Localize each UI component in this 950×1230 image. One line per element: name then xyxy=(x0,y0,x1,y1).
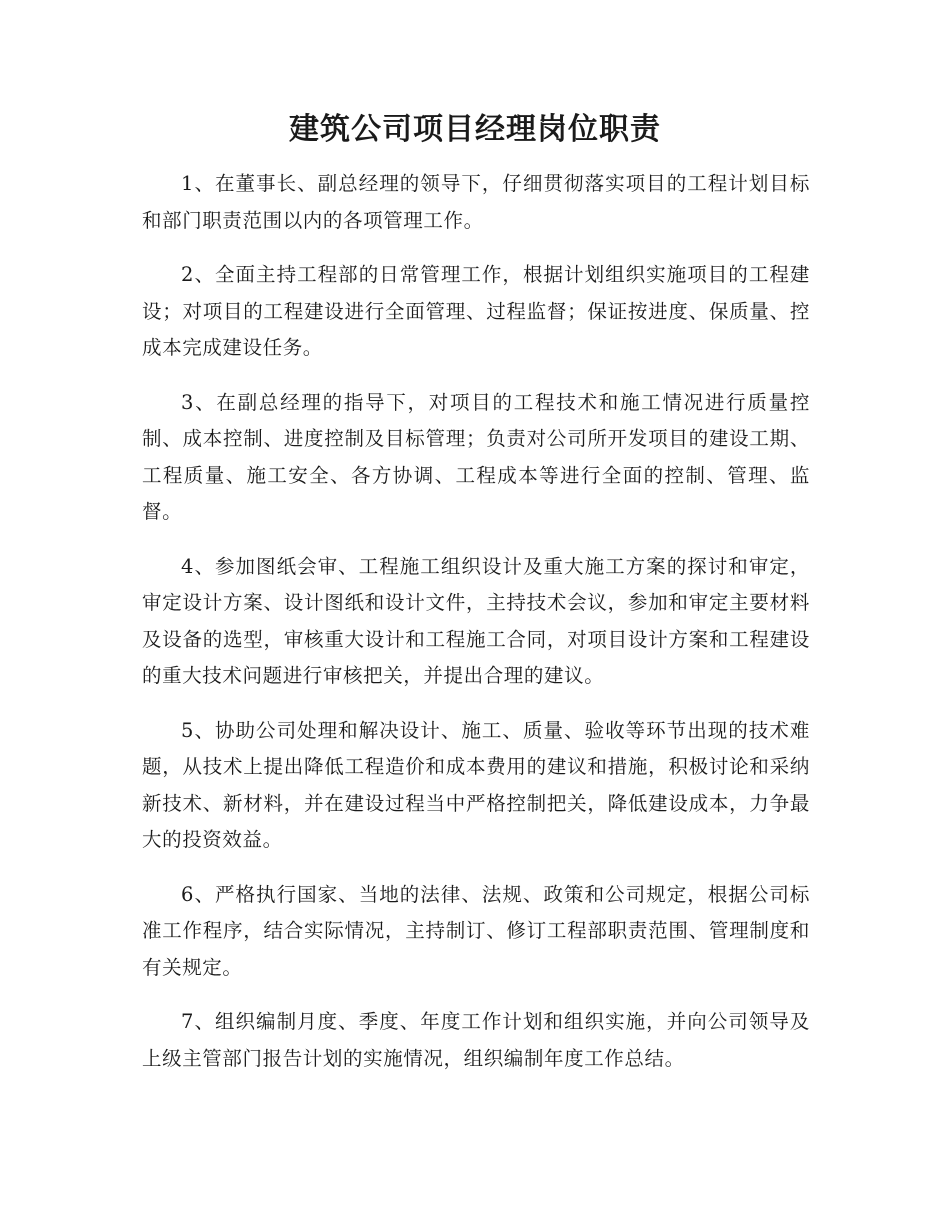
paragraph-7: 7、组织编制月度、季度、年度工作计划和组织实施，并向公司领导及上级主管部门报告计划的实施情况，组织编制年度工作总结。 xyxy=(142,1010,810,1070)
paragraph-1: 1、在董事长、副总经理的领导下，仔细贯彻落实项目的工程计划目标和部门职责范围以内的各项管理工作。 xyxy=(142,172,810,232)
paragraph-6: 6、严格执行国家、当地的法律、法规、政策和公司规定，根据公司标准工作程序，结合实际情况，主持制订、修订工程部职责范围、管理制度和有关规定。 xyxy=(142,882,810,979)
document-title: 建筑公司项目经理岗位职责 xyxy=(289,112,661,147)
paragraph-4: 4、参加图纸会审、工程施工组织设计及重大施工方案的探讨和审定，审定设计方案、设计图纸和设计文件，主持技术会议，参加和审定主要材料及设备的选型，审核重大设计和工程施工合同，对项目设计方案和工程建设的重大技术问题进行审核把关，并提出合理的建议。 xyxy=(142,554,810,687)
paragraph-3: 3、在副总经理的指导下，对项目的工程技术和施工情况进行质量控制、成本控制、进度控制及目标管理；负责对公司所开发项目的建设工期、工程质量、施工安全、各方协调、工程成本等进行全面的控制、管理、监督。 xyxy=(142,390,810,523)
document-body xyxy=(142,166,810,1095)
paragraph-2: 2、全面主持工程部的日常管理工作，根据计划组织实施项目的工程建设；对项目的工程建设进行全面管理、过程监督；保证按进度、保质量、控成本完成建设任务。 xyxy=(142,263,810,359)
paragraph-5: 5、协助公司处理和解决设计、施工、质量、验收等环节出现的技术难题，从技术上提出降低工程造价和成本费用的建议和措施，积极讨论和采纳新技术、新材料，并在建设过程当中严格控制把关，降低建设成本，力争最大的投资效益。 xyxy=(142,718,810,851)
